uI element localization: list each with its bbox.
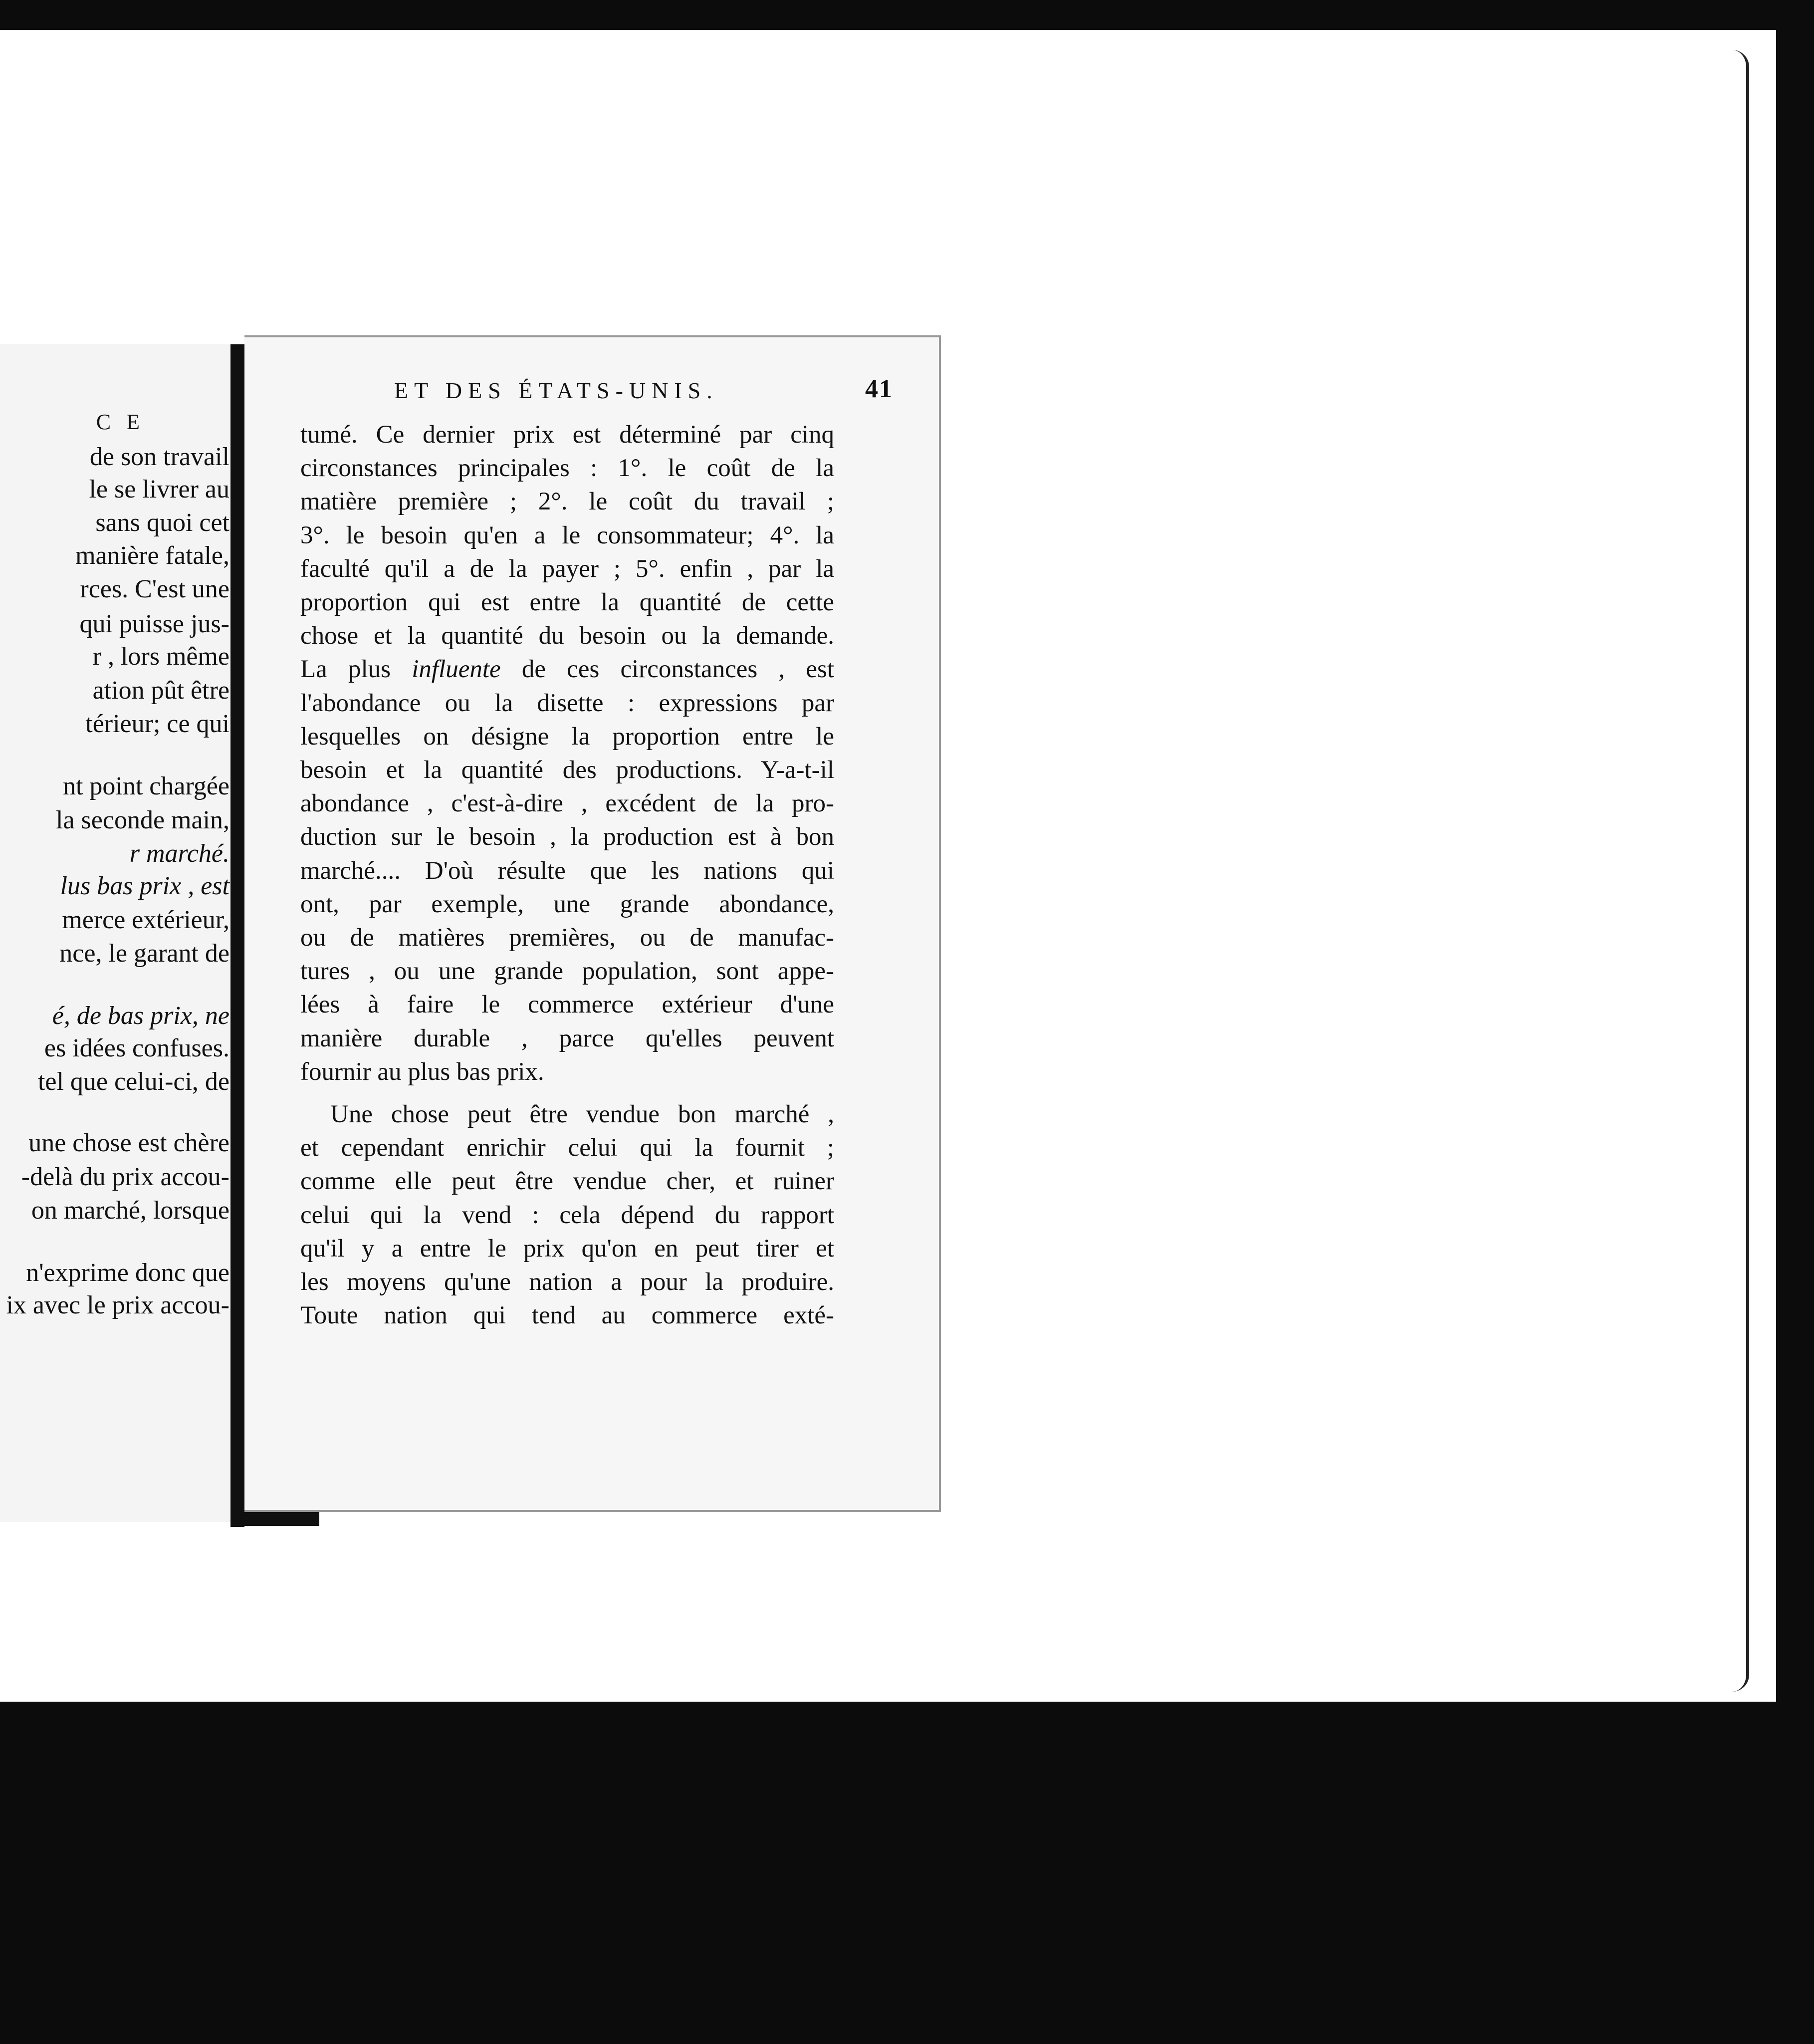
text-line: tures , ou une grande population, sont appe- <box>300 957 834 986</box>
text-line: tumé. Ce dernier prix est déterminé par cinq <box>300 421 834 449</box>
left-page-header: C E <box>96 410 145 434</box>
left-page-line: rces. C'est une <box>80 575 229 603</box>
text-line: fournir au plus bas prix. <box>300 1057 544 1086</box>
text-line: lées à faire le commerce extérieur d'une <box>300 991 834 1019</box>
left-page-line: n'exprime donc que <box>26 1259 229 1287</box>
text-line: La plus influente de ces circonstances , est <box>300 655 834 684</box>
text-line: abondance , c'est-à-dire , excédent de la pro- <box>300 789 834 818</box>
text-line: lesquelles on désigne la proportion entre le <box>300 722 834 751</box>
text-line: duction sur le besoin , la production est à bon <box>300 823 834 851</box>
text-line: 3°. le besoin qu'en a le consommateur; 4°. la <box>300 521 834 549</box>
left-page-line: de son travail <box>89 443 229 471</box>
text-line: et cependant enrichir celui qui la fournit ; <box>300 1134 834 1162</box>
text-line: Une chose peut être vendue bon marché , <box>330 1100 834 1129</box>
left-page-line: ation pût être <box>92 676 229 705</box>
book-spine <box>230 344 244 1527</box>
text-line: faculté qu'il a de la payer ; 5°. enfin , par la <box>300 554 834 583</box>
film-border-bottom <box>0 1702 1814 2044</box>
left-page-line: r marché. <box>129 839 229 868</box>
left-page-line: le se livrer au <box>89 475 229 504</box>
text-line: circonstances principales : 1°. le coût de la <box>300 454 834 483</box>
text-line: marché.... D'où résulte que les nations qui <box>300 856 834 885</box>
left-page-line: ix avec le prix accou- <box>6 1291 229 1319</box>
text-line: besoin et la quantité des productions. Y-a-t-il <box>300 756 834 784</box>
book-spine-foot <box>239 1512 319 1526</box>
left-page-line: on marché, lorsque <box>31 1196 229 1225</box>
text-line: ou de matières premières, ou de manufac- <box>300 924 834 952</box>
left-page-line: tel que celui-ci, de <box>37 1067 229 1096</box>
text-line: proportion qui est entre la quantité de cette <box>300 588 834 617</box>
left-page-line: nce, le garant de <box>59 939 229 968</box>
body-text <box>300 418 834 1332</box>
left-page-line: merce extérieur, <box>62 906 229 934</box>
text-line: l'abondance ou la disette : expressions par <box>300 689 834 717</box>
left-page-line: r , lors même <box>92 642 229 671</box>
left-page-line: qui puisse jus- <box>79 610 229 638</box>
left-page-line: sans quoi cet <box>95 509 229 537</box>
text-line: comme elle peut être vendue cher, et ruiner <box>300 1167 834 1196</box>
text-line: celui qui la vend : cela dépend du rapport <box>300 1201 834 1229</box>
left-page-line: la seconde main, <box>56 806 229 834</box>
paragraph-gap <box>300 1089 834 1098</box>
left-page-line: -delà du prix accou- <box>21 1163 229 1191</box>
left-page-line: une chose est chère <box>28 1129 229 1157</box>
text-line: matière première ; 2°. le coût du travail ; <box>300 488 834 516</box>
text-line: Toute nation qui tend au commerce exté- <box>300 1301 834 1330</box>
right-page <box>244 335 941 1512</box>
left-page-line: é, de bas prix, ne <box>52 1002 229 1030</box>
left-page-line: lus bas prix , est <box>60 872 229 900</box>
running-head-title: ET DES ÉTATS-UNIS. <box>394 378 718 403</box>
page-number: 41 <box>865 375 893 403</box>
text-line: les moyens qu'une nation a pour la produire. <box>300 1268 834 1296</box>
running-head <box>394 377 913 404</box>
italic-term: influente <box>412 655 501 684</box>
left-page-line: es idées confuses. <box>44 1034 229 1062</box>
left-page-line: nt point chargée <box>62 772 229 800</box>
left-page-line: térieur; ce qui <box>85 710 229 738</box>
text-line: manière durable , parce qu'elles peuvent <box>300 1024 834 1052</box>
left-page-line: manière fatale, <box>75 541 229 570</box>
text-line: qu'il y a entre le prix qu'on en peut tirer et <box>300 1234 834 1263</box>
text-line: chose et la quantité du besoin ou la demande. <box>300 622 834 650</box>
film-border-top <box>0 0 1814 30</box>
text-line: ont, par exemple, une grande abondance, <box>300 890 834 918</box>
